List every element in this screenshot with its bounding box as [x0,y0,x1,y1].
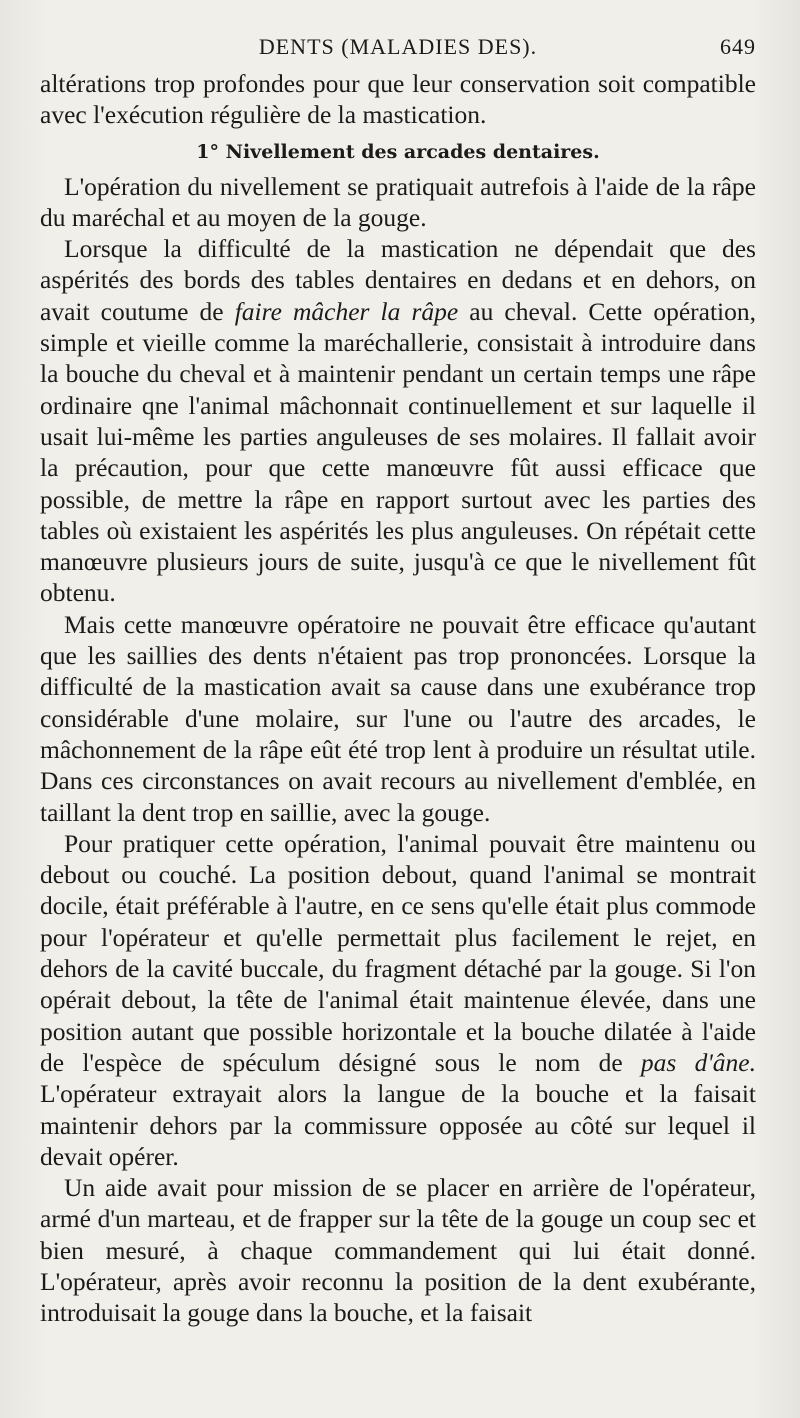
paragraph-3: Mais cette manœuvre opératoire ne pouvait être efficace qu'autant que les saillies des dents n'étaient pas trop prononcées. Lorsque la difficulté de la mastication avait sa cause dans une exubérance trop considérable d'une molaire, sur l'une ou l'autre des arcades, le mâchonnement de la râpe eût été trop lent à produire un résultat utile. Dans ces circonstances on avait recours au nivellement d'emblée, en taillant la dent trop en saillie, avec la gouge. [40,609,756,827]
paragraph-4-text-a: Pour pratiquer cette opération, l'animal pouvait être maintenu ou debout ou couché. La position debout, quand l'animal se montrait docile, était préférable à l'autre, en ce sens qu'elle était plus commode pour l'opérateur et qu'elle permettait plus facilement le rejet, en dehors de la cavité buccale, du fragment détaché par la gouge. Si l'on opérait debout, la tête de l'animal était maintenue élevée, dans une position autant que possible horizontale et la bouche dilatée à l'aide de l'espèce de spéculum désigné sous le nom de [40,828,756,1077]
paragraph-2-italic: faire mâcher la râpe [234,296,459,326]
paragraph-4 [40,828,756,1172]
section-title: 1° Nivellement des arcades dentaires. [196,140,600,163]
page-number: 649 [720,34,756,59]
running-title: DENTS (MALADIES DES). [258,34,538,59]
paragraph-5: Un aide avait pour mission de se placer en arrière de l'opérateur, armé d'un marteau, et de frapper sur la tête de la gouge un coup sec et bien mesuré, à chaque commandement qui lui était donné. L'opérateur, après avoir reconnu la position de la dent exubérante, introduisait la gouge dans la bouche, et la faisait [40,1173,756,1328]
paragraph-2 [40,233,756,609]
paragraph-4-italic: pas d'âne. [640,1047,756,1077]
paragraph-4-text-b: L'opérateur extrayait alors la langue de la bouche et la faisait maintenir dehors par la commissure opposée au côté sur lequel il devait opérer. [40,1079,756,1171]
paragraph-2-text-b: au cheval. Cette opération, simple et vieille comme la maréchallerie, consistait à introduire dans la bouche du cheval et à maintenir pendant un certain temps une râpe ordinaire qne l'animal mâchonnait continuellement et sur laquelle il usait lui-même les parties anguleuses de ses molaires. Il fallait avoir la précaution, pour que cette manœuvre fût aussi efficace que possible, de mettre la râpe en rapport surtout avec les parties des tables où existaient les aspérités les plus anguleuses. On répétait cette manœuvre plusieurs jours de suite, jusqu'à ce que le nivellement fût obtenu. [40,296,756,608]
paragraph-2-text-a: Lorsque la difficulté de la mastication ne dépendait que des aspérités des bords des tables dentaires en dedans et en dehors, on avait coutume de [40,234,756,326]
paragraph-1: L'opération du nivellement se pratiquait autrefois à l'aide de la râpe du maréchal et au moyen de la gouge. [40,171,756,232]
body-text [40,68,756,1329]
paragraph-continuation: altérations trop profondes pour que leur conservation soit compatible avec l'exécution régulière de la mastication. [40,69,756,130]
running-header [40,28,756,68]
